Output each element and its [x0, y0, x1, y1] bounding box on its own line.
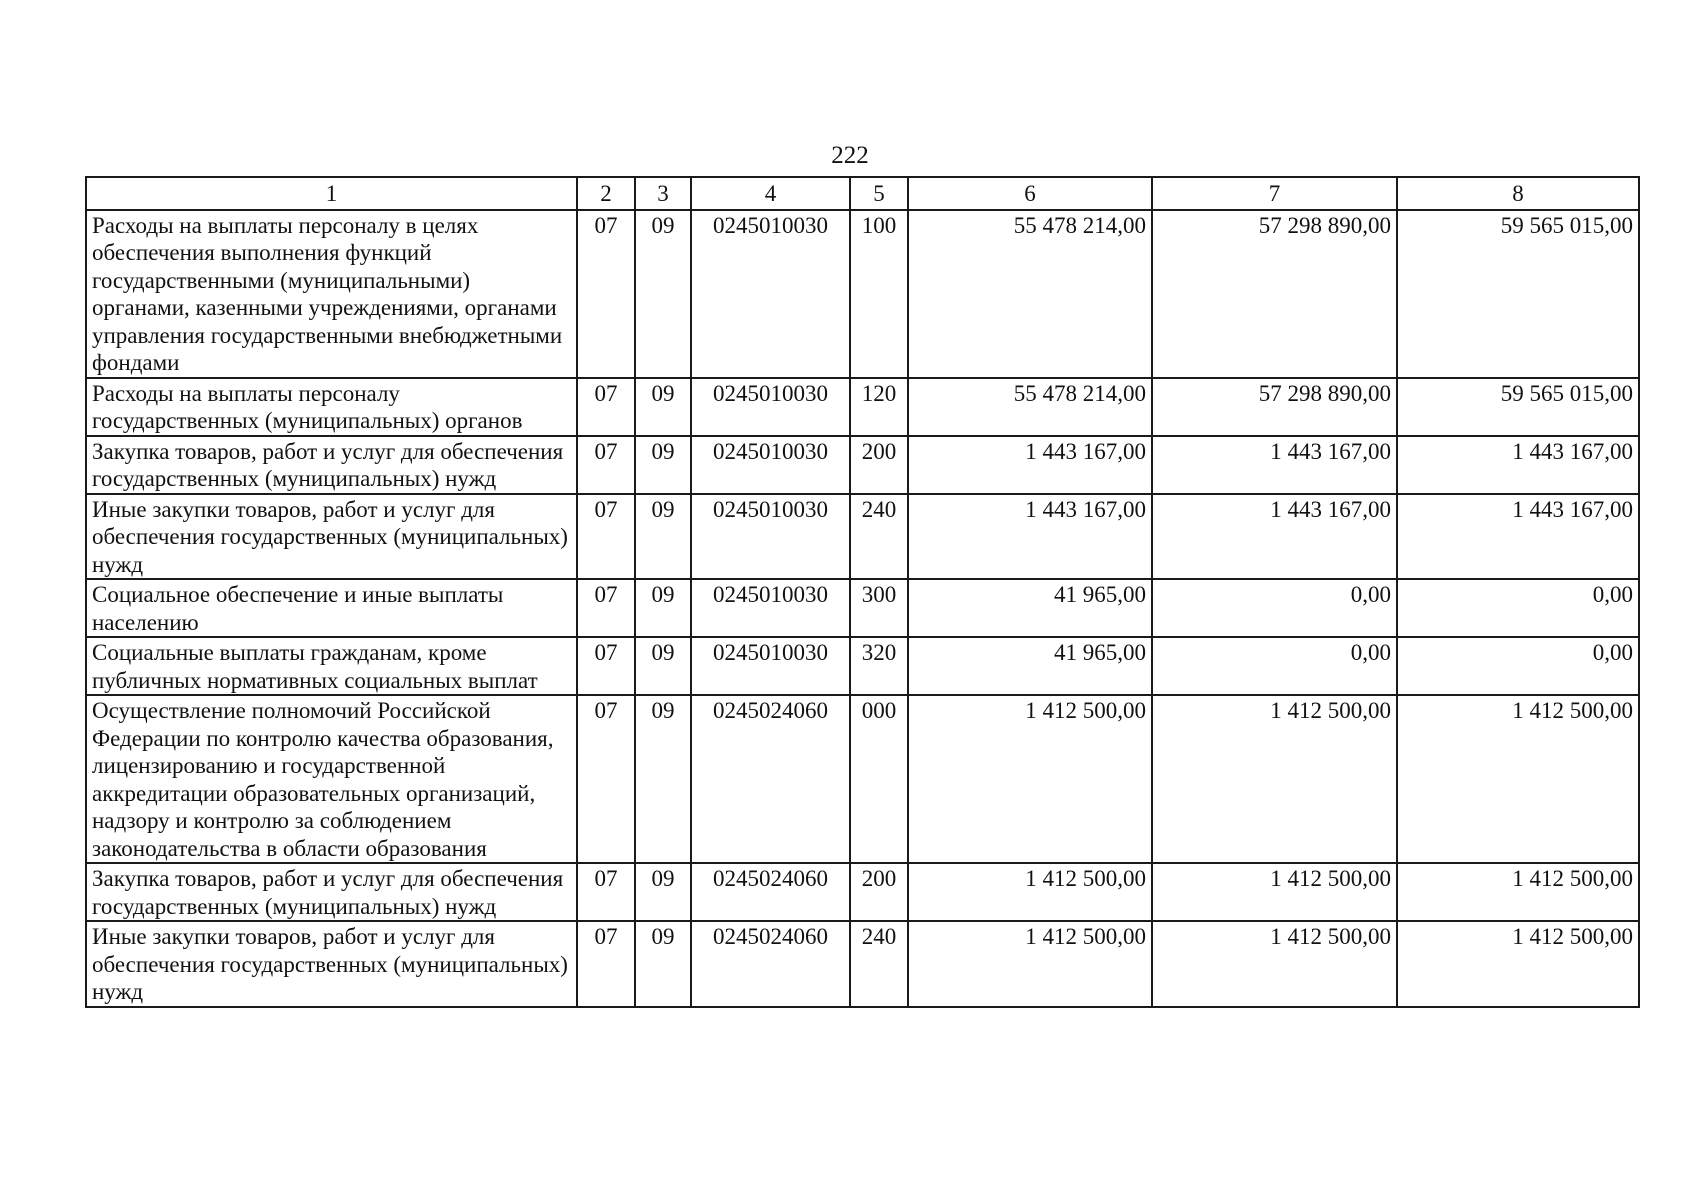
expense-name-cell: Закупка товаров, работ и услуг для обеспечения государственных (муниципальных) нужд [86, 436, 577, 494]
expense-name-cell: Расходы на выплаты персоналу в целях обеспечения выполнения функций государственными (муниципальными) органами, казенными учреждениями, органами управления государственными внебюджетными фондами [86, 210, 577, 378]
header-cell: 4 [691, 177, 850, 210]
amount-cell-col7: 1 412 500,00 [1152, 695, 1397, 863]
section-code-cell: 07 [577, 378, 635, 436]
table-header-row [86, 177, 1639, 210]
amount-cell-col8: 1 412 500,00 [1397, 921, 1639, 1007]
amount-cell-col7: 1 412 500,00 [1152, 863, 1397, 921]
amount-cell-col7: 0,00 [1152, 579, 1397, 637]
expense-type-cell: 320 [850, 637, 908, 695]
amount-cell-col7: 1 443 167,00 [1152, 436, 1397, 494]
section-code-cell: 07 [577, 579, 635, 637]
section-code-cell: 07 [577, 695, 635, 863]
subsection-code-cell: 09 [635, 695, 691, 863]
table-row [86, 637, 1639, 695]
expense-type-cell: 100 [850, 210, 908, 378]
amount-cell-col7: 57 298 890,00 [1152, 210, 1397, 378]
subsection-code-cell: 09 [635, 436, 691, 494]
amount-cell-col8: 1 443 167,00 [1397, 494, 1639, 580]
table-row [86, 695, 1639, 863]
amount-cell-col6: 41 965,00 [908, 637, 1152, 695]
table-row [86, 579, 1639, 637]
amount-cell-col7: 1 412 500,00 [1152, 921, 1397, 1007]
target-article-cell: 0245010030 [691, 210, 850, 378]
amount-cell-col8: 59 565 015,00 [1397, 210, 1639, 378]
expense-name-cell: Осуществление полномочий Российской Федерации по контролю качества образования, лицензированию и государственной аккредитации образовательных организаций, надзору и контролю за соблюдением законодательства в области образования [86, 695, 577, 863]
expense-name-cell: Иные закупки товаров, работ и услуг для обеспечения государственных (муниципальных) нужд [86, 921, 577, 1007]
amount-cell-col7: 57 298 890,00 [1152, 378, 1397, 436]
amount-cell-col6: 1 443 167,00 [908, 494, 1152, 580]
subsection-code-cell: 09 [635, 210, 691, 378]
amount-cell-col8: 1 443 167,00 [1397, 436, 1639, 494]
subsection-code-cell: 09 [635, 637, 691, 695]
header-cell: 3 [635, 177, 691, 210]
target-article-cell: 0245010030 [691, 637, 850, 695]
section-code-cell: 07 [577, 863, 635, 921]
amount-cell-col6: 55 478 214,00 [908, 378, 1152, 436]
subsection-code-cell: 09 [635, 579, 691, 637]
section-code-cell: 07 [577, 637, 635, 695]
table-row [86, 863, 1639, 921]
subsection-code-cell: 09 [635, 863, 691, 921]
target-article-cell: 0245024060 [691, 921, 850, 1007]
amount-cell-col8: 59 565 015,00 [1397, 378, 1639, 436]
section-code-cell: 07 [577, 494, 635, 580]
expense-name-cell: Социальные выплаты гражданам, кроме публичных нормативных социальных выплат [86, 637, 577, 695]
expense-name-cell: Иные закупки товаров, работ и услуг для обеспечения государственных (муниципальных) нужд [86, 494, 577, 580]
amount-cell-col8: 0,00 [1397, 637, 1639, 695]
amount-cell-col6: 1 443 167,00 [908, 436, 1152, 494]
expense-type-cell: 240 [850, 921, 908, 1007]
expense-name-cell: Расходы на выплаты персоналу государственных (муниципальных) органов [86, 378, 577, 436]
amount-cell-col6: 1 412 500,00 [908, 695, 1152, 863]
page-number: 222 [831, 142, 869, 169]
target-article-cell: 0245010030 [691, 378, 850, 436]
section-code-cell: 07 [577, 436, 635, 494]
table-row [86, 921, 1639, 1007]
expense-type-cell: 300 [850, 579, 908, 637]
amount-cell-col6: 1 412 500,00 [908, 921, 1152, 1007]
expense-type-cell: 200 [850, 436, 908, 494]
table-row [86, 436, 1639, 494]
amount-cell-col6: 1 412 500,00 [908, 863, 1152, 921]
subsection-code-cell: 09 [635, 921, 691, 1007]
expense-name-cell: Закупка товаров, работ и услуг для обеспечения государственных (муниципальных) нужд [86, 863, 577, 921]
subsection-code-cell: 09 [635, 378, 691, 436]
amount-cell-col8: 0,00 [1397, 579, 1639, 637]
amount-cell-col6: 41 965,00 [908, 579, 1152, 637]
subsection-code-cell: 09 [635, 494, 691, 580]
amount-cell-col7: 1 443 167,00 [1152, 494, 1397, 580]
expense-type-cell: 200 [850, 863, 908, 921]
section-code-cell: 07 [577, 210, 635, 378]
target-article-cell: 0245010030 [691, 579, 850, 637]
header-cell: 8 [1397, 177, 1639, 210]
expense-type-cell: 000 [850, 695, 908, 863]
section-code-cell: 07 [577, 921, 635, 1007]
target-article-cell: 0245010030 [691, 436, 850, 494]
header-cell: 1 [86, 177, 577, 210]
header-cell: 7 [1152, 177, 1397, 210]
header-cell: 5 [850, 177, 908, 210]
amount-cell-col8: 1 412 500,00 [1397, 695, 1639, 863]
expense-type-cell: 120 [850, 378, 908, 436]
budget-table [85, 176, 1640, 1008]
amount-cell-col7: 0,00 [1152, 637, 1397, 695]
table-row [86, 494, 1639, 580]
table-row [86, 378, 1639, 436]
expense-type-cell: 240 [850, 494, 908, 580]
target-article-cell: 0245024060 [691, 695, 850, 863]
header-cell: 2 [577, 177, 635, 210]
expense-name-cell: Социальное обеспечение и иные выплаты населению [86, 579, 577, 637]
target-article-cell: 0245024060 [691, 863, 850, 921]
amount-cell-col8: 1 412 500,00 [1397, 863, 1639, 921]
table-row [86, 210, 1639, 378]
header-cell: 6 [908, 177, 1152, 210]
amount-cell-col6: 55 478 214,00 [908, 210, 1152, 378]
target-article-cell: 0245010030 [691, 494, 850, 580]
